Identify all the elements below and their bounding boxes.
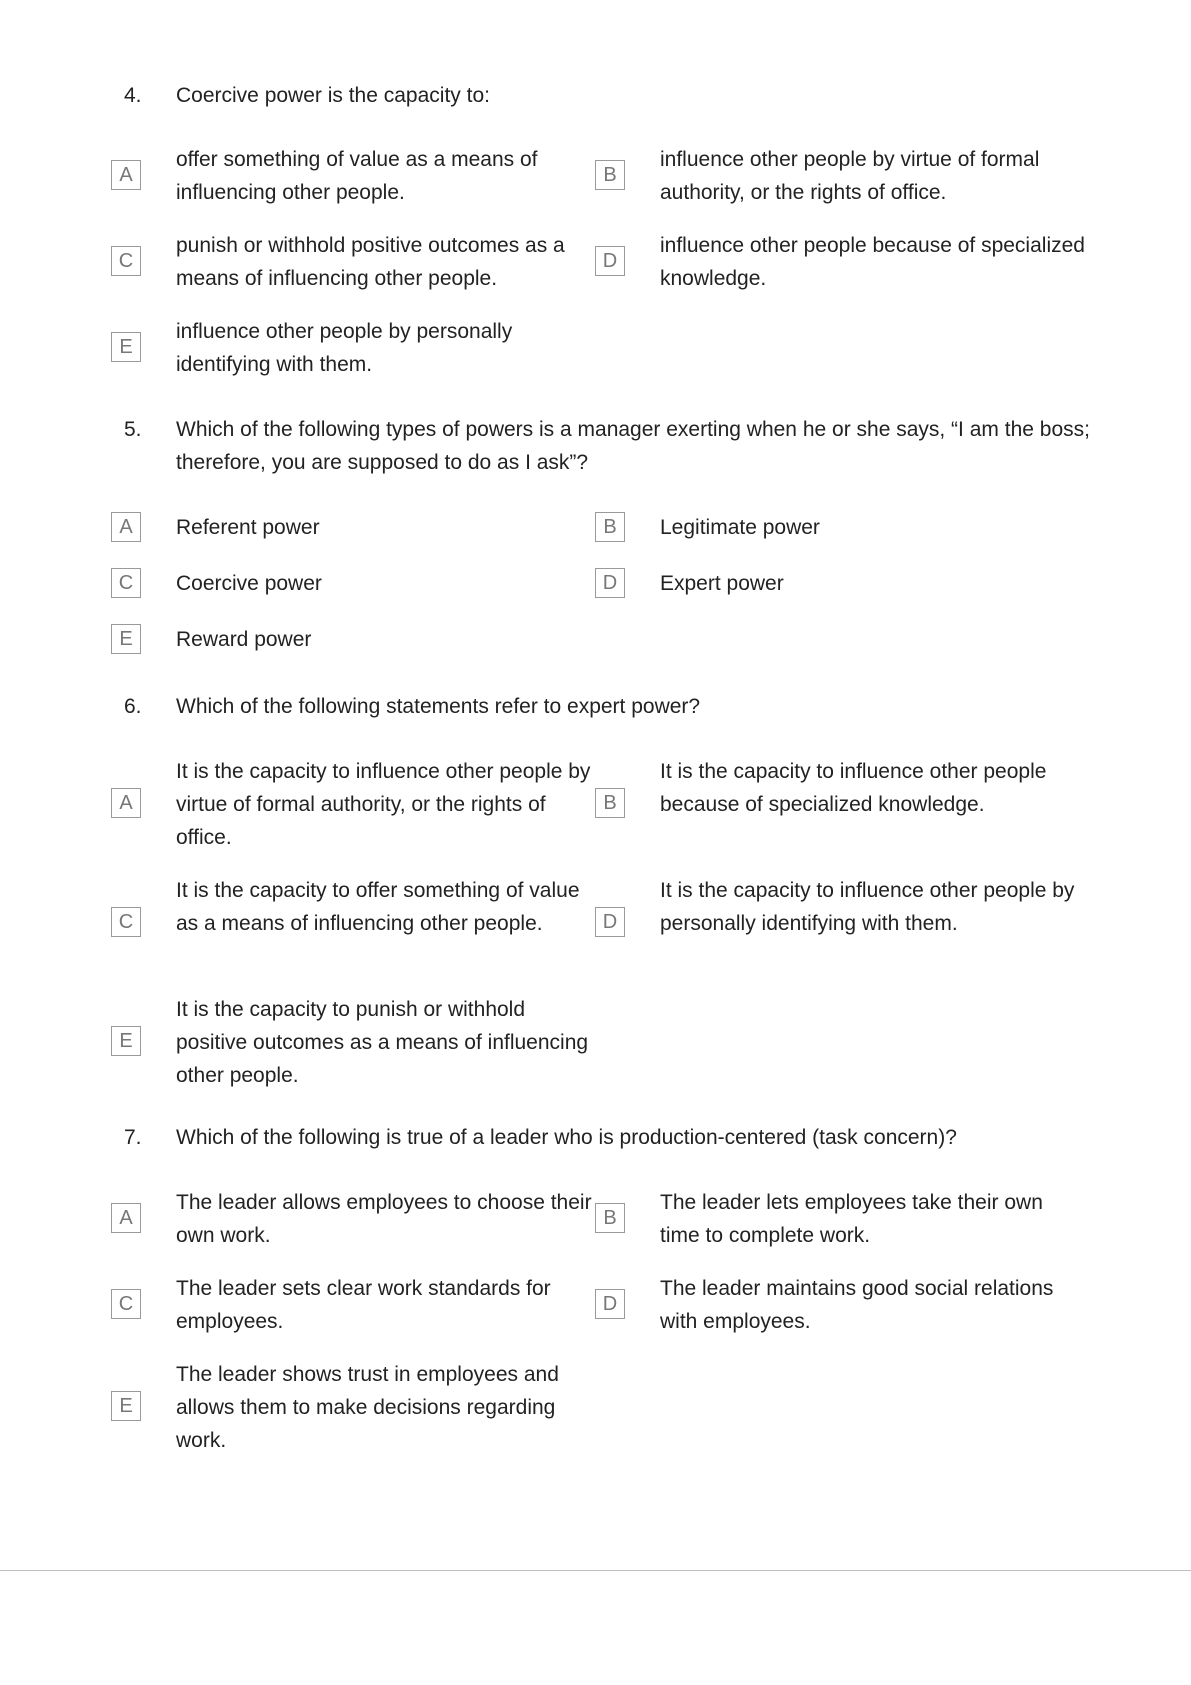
option-letter-box[interactable]: B <box>595 1203 625 1233</box>
question-number: 6. <box>124 695 142 718</box>
page-footer-divider <box>0 1570 1191 1571</box>
option-text: influence other people by virtue of formal authority, or the rights of office. <box>660 148 1040 204</box>
option-text: The leader shows trust in employees and allows them to make decisions regarding work. <box>176 1363 559 1452</box>
question-text: Coercive power is the capacity to: <box>176 84 490 107</box>
option-letter-box[interactable]: C <box>111 1289 141 1319</box>
question-text: Which of the following is true of a leader who is production-centered (task concern)? <box>176 1126 957 1149</box>
option-text: It is the capacity to influence other people because of specialized knowledge. <box>660 760 1047 816</box>
option-letter-box[interactable]: A <box>111 788 141 818</box>
option-text: offer something of value as a means of influencing other people. <box>176 148 538 204</box>
option-text: influence other people by personally identifying with them. <box>176 320 513 376</box>
option-letter-box[interactable]: D <box>595 1289 625 1319</box>
option-text: The leader lets employees take their own time to complete work. <box>660 1191 1043 1247</box>
option-text: It is the capacity to influence other people by personally identifying with them. <box>660 879 1075 935</box>
question-text: Which of the following types of powers is a manager exerting when he or she says, “I am the boss; therefore, you are supposed to do as I ask”? <box>176 418 1090 474</box>
option-letter-box[interactable]: E <box>111 1391 141 1421</box>
option-text: The leader maintains good social relations with employees. <box>660 1277 1054 1333</box>
question-text: Which of the following statements refer to expert power? <box>176 695 701 718</box>
option-letter-box[interactable]: D <box>595 907 625 937</box>
option-letter-box[interactable]: D <box>595 246 625 276</box>
option-letter-box[interactable]: C <box>111 568 141 598</box>
option-letter-box[interactable]: C <box>111 246 141 276</box>
option-text: It is the capacity to offer something of value as a means of influencing other people. <box>176 879 580 935</box>
option-letter-box[interactable]: B <box>595 160 625 190</box>
question-number: 7. <box>124 1126 142 1149</box>
option-text: punish or withhold positive outcomes as a means of influencing other people. <box>176 234 565 290</box>
option-text: Expert power <box>660 572 784 595</box>
option-text: Legitimate power <box>660 516 820 539</box>
option-letter-box[interactable]: B <box>595 788 625 818</box>
option-letter-box[interactable]: B <box>595 512 625 542</box>
option-letter-box[interactable]: C <box>111 907 141 937</box>
option-letter-box[interactable]: E <box>111 1026 141 1056</box>
option-letter-box[interactable]: E <box>111 332 141 362</box>
option-text: It is the capacity to punish or withhold positive outcomes as a means of influencing other people. <box>176 998 589 1087</box>
option-letter-box[interactable]: A <box>111 160 141 190</box>
option-text: Referent power <box>176 516 320 539</box>
option-text: influence other people because of specialized knowledge. <box>660 234 1085 290</box>
option-letter-box[interactable]: D <box>595 568 625 598</box>
option-text: The leader allows employees to choose their own work. <box>176 1191 592 1247</box>
option-text: Coercive power <box>176 572 322 595</box>
option-letter-box[interactable]: E <box>111 624 141 654</box>
question-number: 4. <box>124 84 142 107</box>
option-letter-box[interactable]: A <box>111 512 141 542</box>
option-text: It is the capacity to influence other people by virtue of formal authority, or the rights of office. <box>176 760 591 849</box>
question-number: 5. <box>124 418 142 441</box>
option-letter-box[interactable]: A <box>111 1203 141 1233</box>
option-text: Reward power <box>176 628 312 651</box>
option-text: The leader sets clear work standards for employees. <box>176 1277 551 1333</box>
